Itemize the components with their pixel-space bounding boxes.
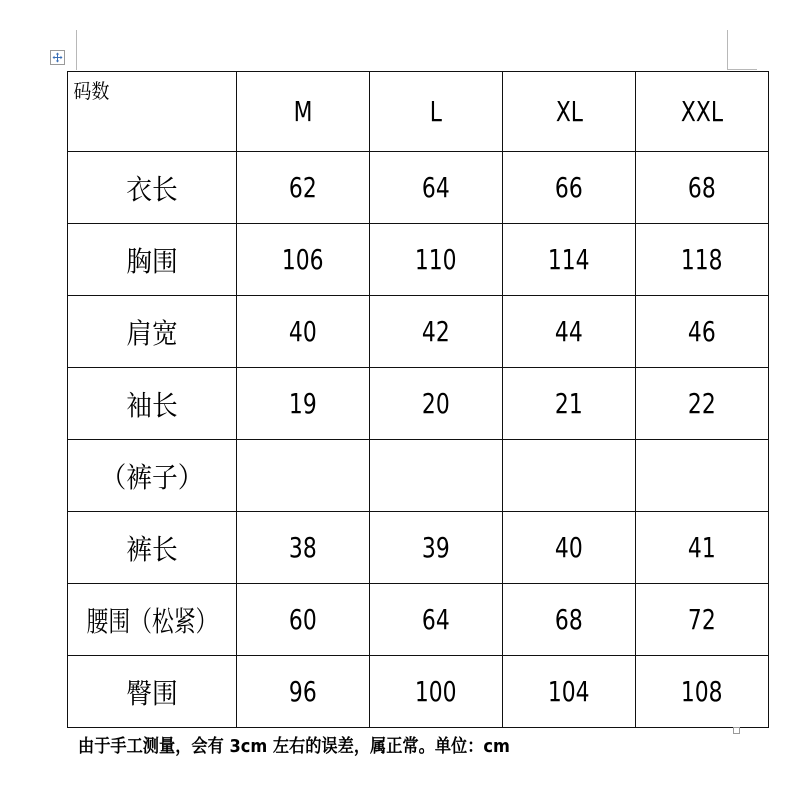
table-header-row [68,72,769,152]
measure-value: 100 [415,675,457,708]
section-label-cell[interactable] [68,440,237,512]
value-cell[interactable] [503,296,636,368]
measure-value: 19 [289,387,317,420]
measure-value: 108 [681,675,723,708]
value-cell[interactable] [237,152,370,224]
measure-value: 38 [289,531,317,564]
value-cell[interactable] [636,656,769,728]
value-cell[interactable] [370,440,503,512]
value-cell[interactable] [503,440,636,512]
value-cell[interactable] [370,512,503,584]
section-label: （裤子） [100,460,204,494]
move-arrows-icon [52,52,63,63]
size-header-cell[interactable] [636,72,769,152]
value-cell[interactable] [503,224,636,296]
measure-value: 64 [422,603,450,636]
value-cell[interactable] [636,512,769,584]
measure-value: 64 [422,171,450,204]
value-cell[interactable] [237,512,370,584]
measure-value: 104 [548,675,590,708]
measure-label: 腰围（松紧） [86,604,218,638]
value-cell[interactable] [636,224,769,296]
table-row [68,152,769,224]
value-cell[interactable] [370,296,503,368]
value-cell[interactable] [503,368,636,440]
value-cell[interactable] [503,656,636,728]
table-row [68,512,769,584]
measure-value: 39 [422,531,450,564]
measure-label: 胸围 [126,244,178,278]
table-row [68,368,769,440]
measure-value: 114 [548,243,590,276]
measure-label-cell[interactable] [68,512,237,584]
measure-value: 68 [555,603,583,636]
measure-value: 41 [688,531,716,564]
measure-value: 46 [688,315,716,348]
table-resize-handle[interactable] [733,727,740,734]
value-cell[interactable] [370,152,503,224]
page-margin-guide-left [76,30,77,70]
measure-label-cell[interactable] [68,152,237,224]
measure-value: 60 [289,603,317,636]
measure-value: 42 [422,315,450,348]
measure-value: 68 [688,171,716,204]
size-header-cell[interactable] [237,72,370,152]
corner-label: 码数 [73,79,110,103]
measure-label: 袖长 [126,388,178,422]
measure-value: 66 [555,171,583,204]
measure-value: 110 [415,243,457,276]
value-cell[interactable] [237,368,370,440]
value-cell[interactable] [237,224,370,296]
value-cell[interactable] [237,440,370,512]
value-cell[interactable] [503,512,636,584]
page-margin-guide-top [727,69,757,70]
value-cell[interactable] [237,296,370,368]
measure-label: 肩宽 [126,316,178,350]
size-label: XXL [680,95,724,128]
size-header-cell[interactable] [370,72,503,152]
value-cell[interactable] [237,584,370,656]
size-chart-table [67,71,769,728]
measure-label: 衣长 [126,172,178,206]
measure-value: 40 [555,531,583,564]
measure-value: 96 [289,675,317,708]
value-cell[interactable] [370,584,503,656]
value-cell[interactable] [237,656,370,728]
measure-label-cell[interactable] [68,224,237,296]
measure-label-cell[interactable] [68,368,237,440]
page-margin-guide-right [727,30,728,70]
measurement-footnote: 由于手工测量，会有 3cm 左右的误差，属正常。单位：cm [78,736,510,757]
value-cell[interactable] [503,584,636,656]
size-label: XL [555,95,583,128]
measure-value: 106 [282,243,324,276]
table-row [68,224,769,296]
value-cell[interactable] [370,224,503,296]
measure-value: 72 [688,603,716,636]
measure-label-cell[interactable] [68,296,237,368]
value-cell[interactable] [370,656,503,728]
table-row-section-pants [68,440,769,512]
value-cell[interactable] [636,584,769,656]
size-header-cell[interactable] [503,72,636,152]
measure-value: 40 [289,315,317,348]
measure-label: 臀围 [126,676,178,710]
value-cell[interactable] [636,152,769,224]
value-cell[interactable] [636,296,769,368]
value-cell[interactable] [503,152,636,224]
measure-value: 20 [422,387,450,420]
value-cell[interactable] [370,368,503,440]
size-label: M [293,95,313,128]
measure-label: 裤长 [126,532,178,566]
table-move-handle[interactable] [50,50,65,65]
size-label: L [429,95,443,128]
table-row [68,584,769,656]
corner-cell[interactable] [68,72,237,152]
measure-label-cell[interactable] [68,656,237,728]
measure-value: 22 [688,387,716,420]
value-cell[interactable] [636,368,769,440]
value-cell[interactable] [636,440,769,512]
measure-value: 118 [681,243,723,276]
measure-label-cell[interactable] [68,584,237,656]
measure-value: 62 [289,171,317,204]
measure-value: 44 [555,315,583,348]
table-row [68,296,769,368]
measure-value: 21 [555,387,583,420]
table-row [68,656,769,728]
